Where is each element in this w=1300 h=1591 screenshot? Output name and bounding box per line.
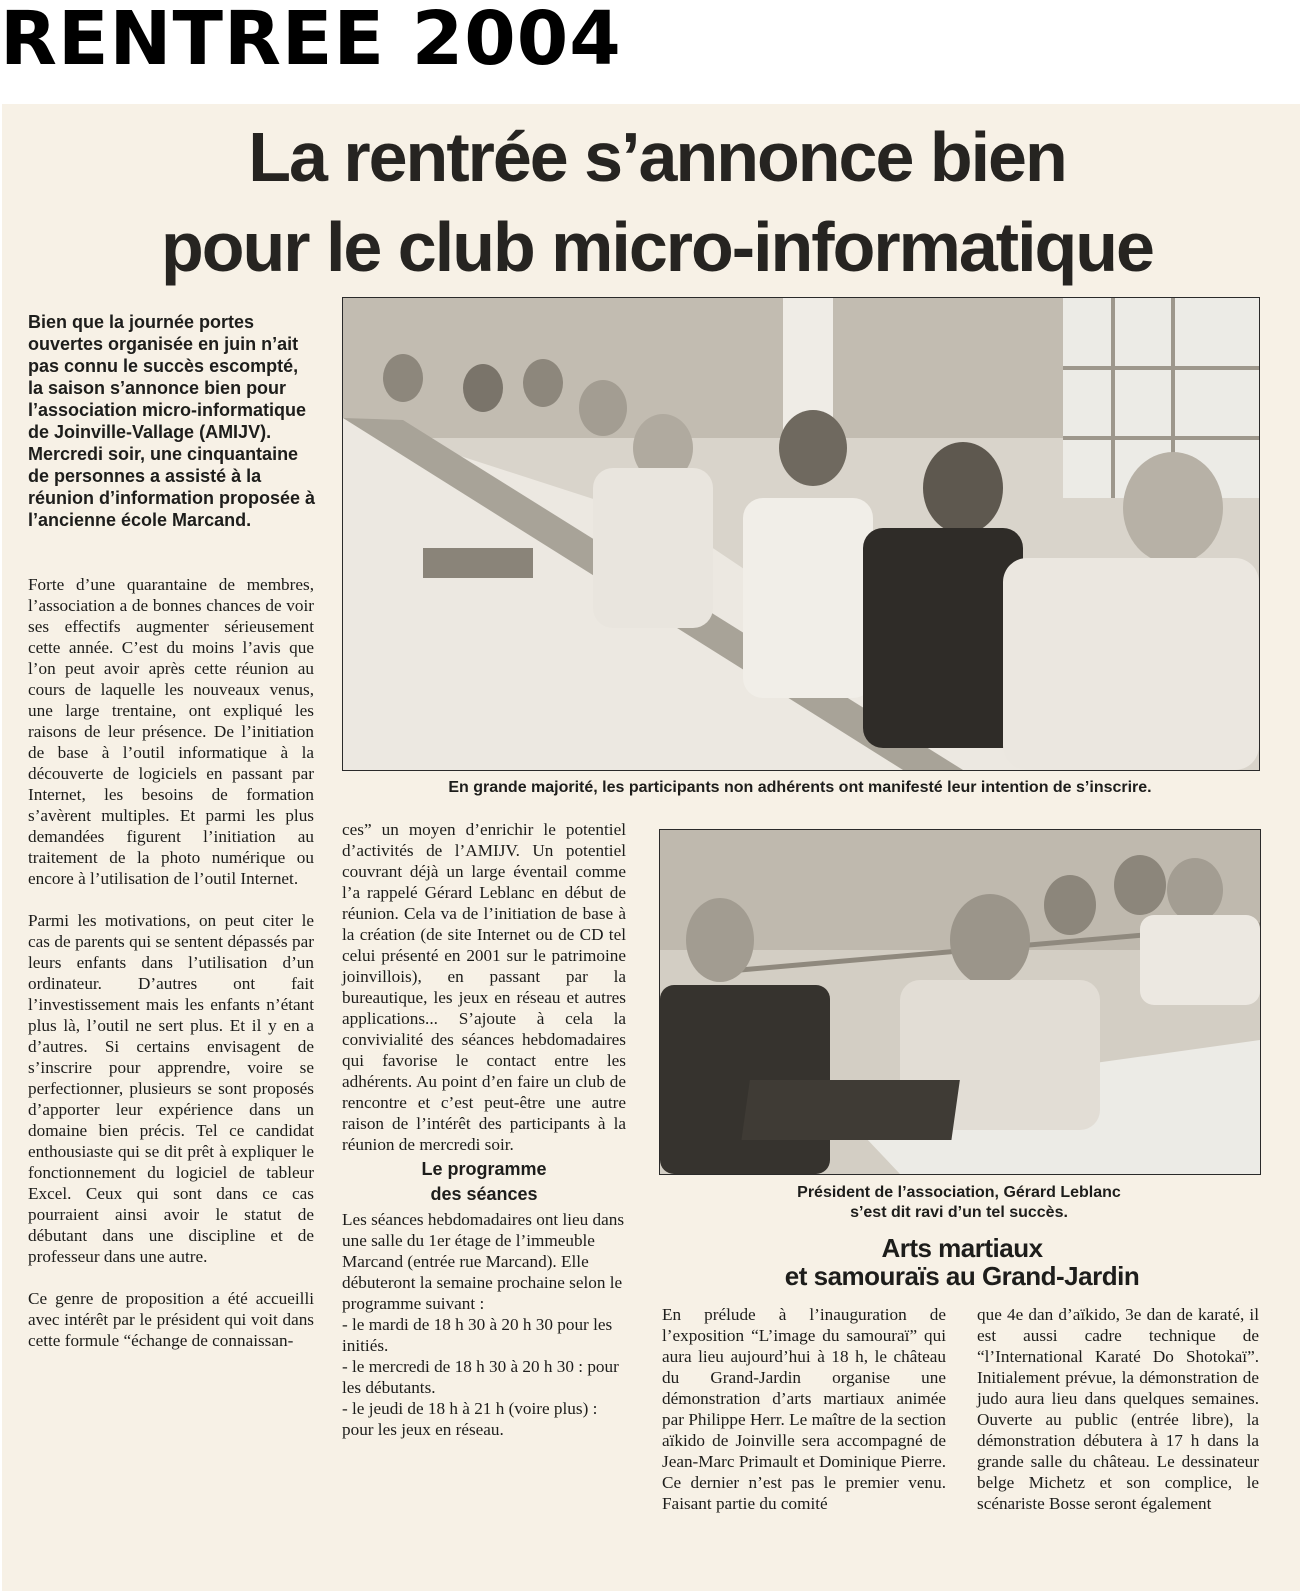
article-column-2	[342, 819, 626, 1440]
martial-arts-headline-line-2: et samouraïs au Grand-Jardin	[784, 1261, 1140, 1291]
schedule-item: - le mardi de 18 h 30 à 20 h 30 pour les initiés.	[342, 1315, 613, 1355]
col3-paragraph-2: Ce dernier n’est pas le premier venu. Faisant partie du comité	[662, 1473, 946, 1513]
meeting-photo	[342, 297, 1260, 771]
page-banner-title: RENTREE 2004	[0, 0, 622, 82]
article-lead: Bien que la journée portes ouvertes organisée en juin n’ait pas connu le succès escompté, la saison s’annonce bien pour l’association micro-informatique de Joinville-Vallage (AMIJV). Mercredi soir, une cinquantaine de personnes a assisté à la réunion d’information proposée à l’ancienne école Marcand.	[28, 312, 316, 530]
col1-paragraph-3: Ce genre de proposition a été accueilli avec intérêt par le président qui voit dans cette formule “échange de connaissan-	[28, 1289, 314, 1350]
president-photo-illustration	[660, 830, 1260, 1174]
programme-subheading	[342, 1157, 626, 1207]
programme-subheading-line-2: des séances	[430, 1184, 538, 1204]
president-photo-caption	[659, 1183, 1259, 1223]
headline-line-2: pour le club micro-informatique	[161, 208, 1153, 286]
president-caption-line-2: s’est dit ravi d’un tel succès.	[850, 1204, 1068, 1221]
meeting-photo-caption: En grande majorité, les participants non adhérents ont manifesté leur intention de s’inscrire.	[448, 779, 1152, 796]
programme-subheading-line-1: Le programme	[421, 1159, 547, 1179]
schedule-item: - le jeudi de 18 h à 21 h (voire plus) : pour les jeux en réseau.	[342, 1399, 598, 1439]
col2-paragraph-2: Les séances hebdomadaires ont lieu dans une salle du 1er étage de l’immeuble Marcand (entrée rue Marcand). Elle débuteront la semaine prochaine selon le programme suivant :	[342, 1210, 625, 1313]
president-photo	[659, 829, 1261, 1175]
bleed-through-text	[2, 144, 24, 236]
article2-column-1	[662, 1304, 946, 1514]
article-column-1	[28, 574, 314, 1351]
col2-paragraph-1: ces” un moyen d’enrichir le potentiel d’activités de l’AMIJV. Un potentiel couvrant déjà un large éventail comme l’a rappelé Gérard Leblanc en début de réunion. Cela va de l’initiation de base à la création (de site Internet ou de CD tel celui présenté en 2001 sur le patrimoine joinvillois), en passant par la bureautique, les jeux en réseau et autres applications... S’ajoute à cela la convivialité des séances hebdomadaires qui favorise le contact entre les adhérents. Au point d’en faire un club de rencontre et c’est peut-être une autre raison de l’intérêt des participants à la réunion de mercredi soir.	[342, 820, 626, 1154]
col1-paragraph-1: Forte d’une quarantaine de membres, l’association a de bonnes chances de voir ses effectifs augmenter sérieusement cette année. C’est du moins l’avis que l’on peut avoir après cette réunion au cours de laquelle les nouveaux venus, une large trentaine, ont expliqué les raisons de leur présence. De l’initiation de base à l’outil informatique à la découverte de logiciels en passant par Internet, les besoins de formation s’avèrent multiples. Et parmi les plus demandées figurent l’initiation au traitement de la photo numérique ou encore à l’utilisation de l’outil Internet.	[28, 575, 314, 888]
newspaper-clipping	[2, 104, 1300, 1591]
schedule-item: - le mercredi de 18 h 30 à 20 h 30 : pour les débutants.	[342, 1357, 619, 1397]
col3-paragraph-1: En prélude à l’inauguration de l’exposition “L’image du samouraï” qui aura lieu aujourd’hui à 18 h, le château du Grand-Jardin organise une démonstration d’arts martiaux animée par Philippe Herr. Le maître de la section aïkido de Joinville sera accompagné de Jean-Marc Primault et Dominique Pierre.	[662, 1305, 946, 1471]
col4-paragraph-1: que 4e dan d’aïkido, 3e dan de karaté, il est aussi cadre technique de “l’International Karaté Do Shotokaï”. Initialement prévue, la démonstration de judo aura lieu dans quelques semaines. Ouverte au public (entrée libre), la démonstration débutera à 17 h dans la grande salle du château. Le dessinateur belge Michetz et son complice, le scénariste Bosse seront également	[977, 1305, 1259, 1513]
headline-line-1: La rentrée s’annonce bien	[248, 118, 1066, 196]
martial-arts-headline-line-1: Arts martiaux	[881, 1233, 1043, 1263]
article2-column-2	[977, 1304, 1259, 1514]
article-headline	[32, 112, 1282, 292]
martial-arts-headline	[662, 1234, 1262, 1290]
president-caption-line-1: Président de l’association, Gérard Leblanc	[797, 1184, 1121, 1201]
col1-paragraph-2: Parmi les motivations, on peut citer le cas de parents qui se sentent dépassés par leurs enfants dans l’utilisation d’un ordinateur. D’autres ont fait l’investissement mais les enfants n’étant plus là, l’outil ne sert plus. Et il y en a d’autres. Si certains envisagent de s’inscrire pour apprendre, voire se perfectionner, plusieurs se sont proposés d’apporter leur expérience dans un domaine bien précis. Tel ce candidat enthousiaste qui se dit prêt à expliquer le fonctionnement du logiciel de tableur Excel. Ceux qui sont dans ce cas pourraient ainsi avoir le statut de débutant dans une discipline et de professeur dans une autre.	[28, 911, 314, 1266]
meeting-photo-illustration	[343, 298, 1259, 770]
